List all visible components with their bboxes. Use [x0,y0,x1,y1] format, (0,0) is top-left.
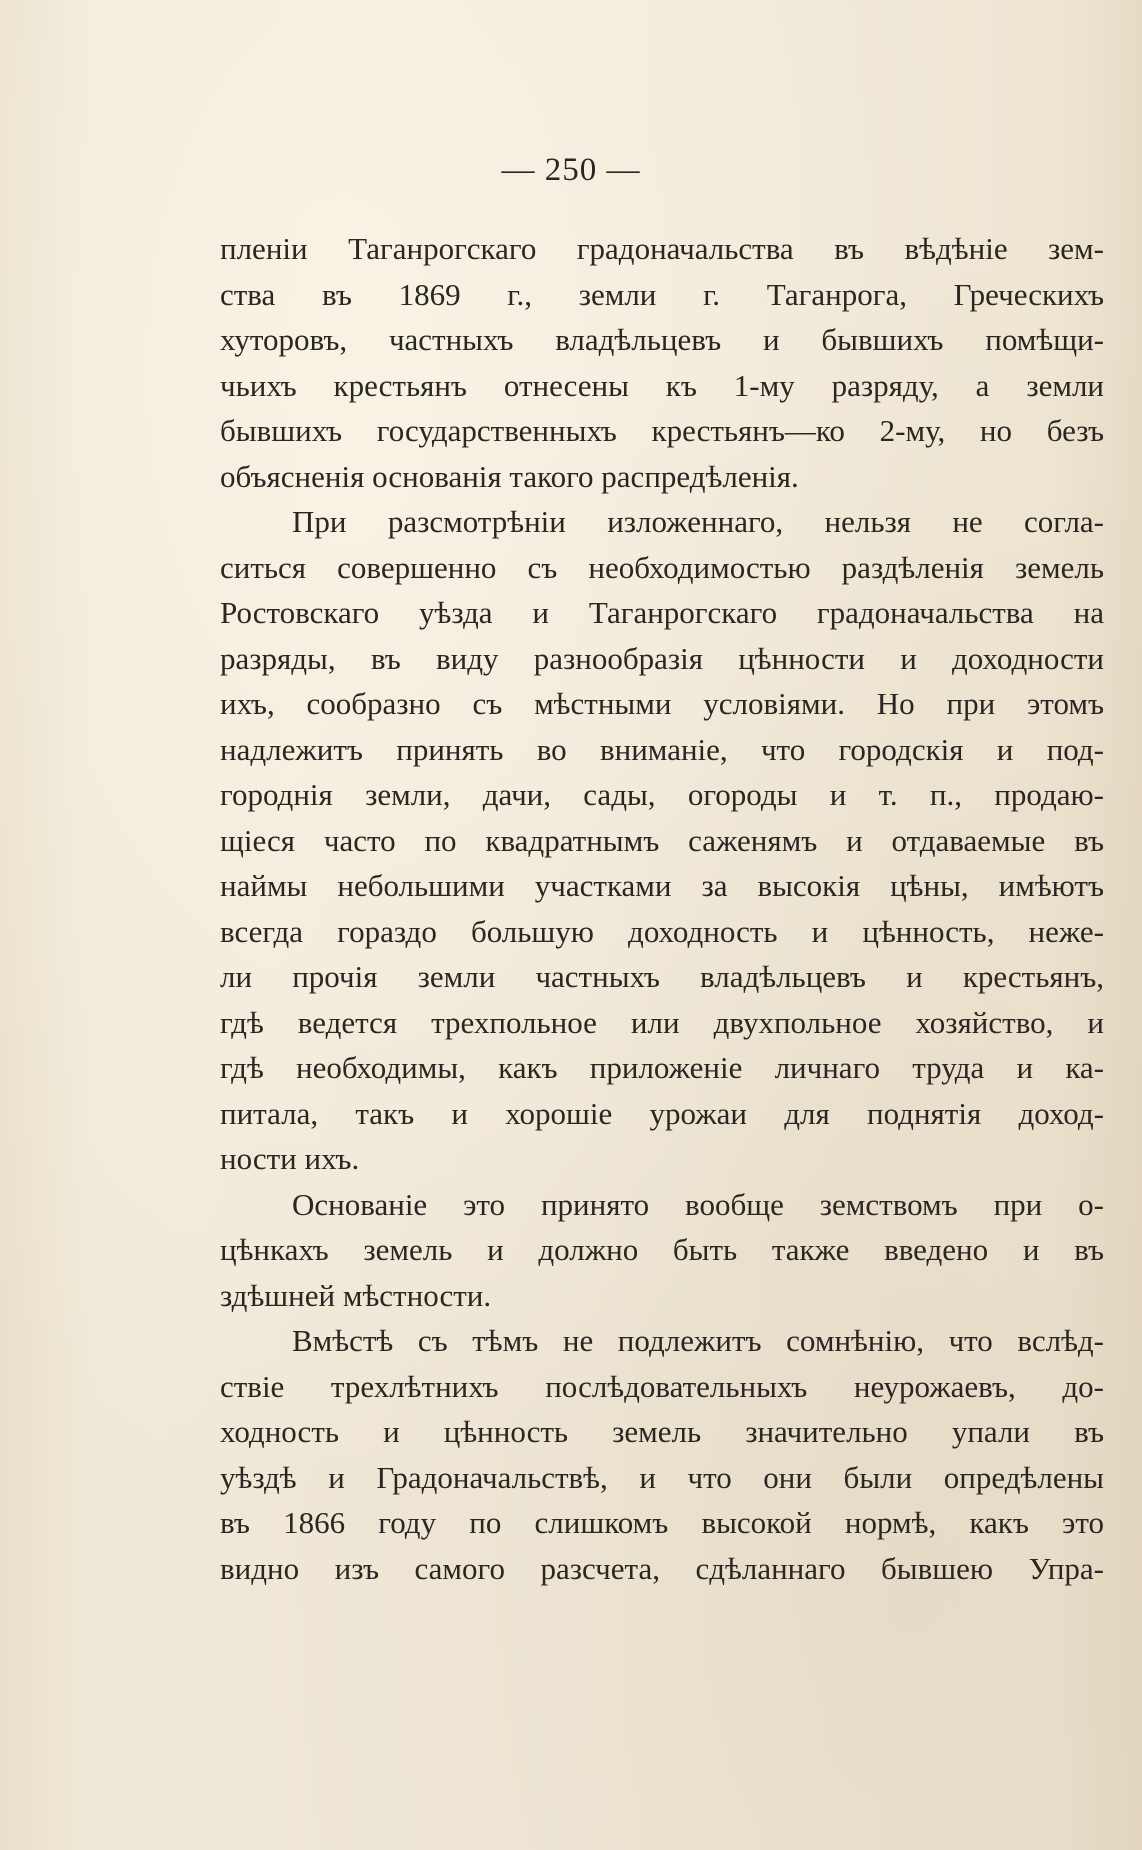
text-line: цѣнкахъ земель и должно быть также введено и въ [220,1232,1104,1267]
text-line: уѣздѣ и Градоначальствѣ, и что они были опредѣлены [220,1459,1104,1495]
text-line: хуторовъ, частныхъ владѣльцевъ и бывшихъ помѣщи- [220,322,1104,357]
text-line: разряды, въ виду разнообразія цѣнности и доходности [220,640,1104,676]
text-line: объясненія основанія такого распредѣленія. [220,458,799,494]
text-line: ности ихъ. [220,1141,360,1176]
text-line: щіеся часто по квадратнымъ саженямъ и отдаваемые въ [220,822,1104,858]
text-line: При разсмотрѣніи изложеннаго, нельзя не согла- [292,504,1104,539]
text-line: Ростовскаго уѣзда и Таганрогскаго градоначальства на [220,595,1104,630]
text-line: ства въ 1869 г., земли г. Таганрога, Греческихъ [220,276,1104,312]
text-line: здѣшней мѣстности. [220,1277,492,1313]
text-line: пленіи Таганрогскаго градоначальства въ вѣдѣніе зем- [220,231,1104,266]
text-line: наймы небольшими участками за высокія цѣны, имѣютъ [220,868,1104,903]
paragraph [220,1182,1104,1319]
text-line: ходность и цѣнность земель значительно упали въ [220,1414,1104,1449]
text-line: городнія земли, дачи, сады, огороды и т. п., продаю- [220,777,1104,812]
text-line: гдѣ ведется трехпольное или двухпольное хозяйство, и [220,1004,1104,1040]
text-line: видно изъ самого разсчета, сдѣланнаго бывшею Упра- [220,1550,1104,1586]
body-text [220,226,1104,1591]
text-line: ситься совершенно съ необходимостью раздѣленія земель [220,549,1104,585]
text-line: Основаніе это принято вообще земствомъ при о- [292,1186,1104,1222]
text-line: гдѣ необходимы, какъ приложеніе личнаго труда и ка- [220,1050,1104,1085]
text-line: чьихъ крестьянъ отнесены къ 1-му разряду, а земли [220,367,1104,403]
text-line: ли прочія земли частныхъ владѣльцевъ и крестьянъ, [220,959,1104,994]
paragraph [220,1318,1104,1591]
text-line: ствіе трехлѣтнихъ послѣдовательныхъ неурожаевъ, до- [220,1368,1104,1404]
text-line: въ 1866 году по слишкомъ высокой нормѣ, какъ это [220,1505,1104,1540]
page-number: — 250 — [501,152,641,188]
text-line: всегда гораздо большую доходность и цѣнность, нeже- [220,913,1104,949]
text-line: Вмѣстѣ съ тѣмъ не подлежитъ сомнѣнію, что вслѣд- [292,1323,1104,1358]
paragraph [220,499,1104,1182]
text-line: ихъ, сообразно съ мѣстными условіями. Но при этомъ [220,686,1104,721]
text-line: надлежитъ принять во вниманіе, что городскія и под- [220,731,1104,767]
paragraph [220,226,1104,499]
text-line: питала, такъ и хорошіе урожаи для поднятія доход- [220,1095,1104,1131]
text-line: бывшихъ государственныхъ крестьянъ—ко 2-му, но безъ [220,413,1104,448]
